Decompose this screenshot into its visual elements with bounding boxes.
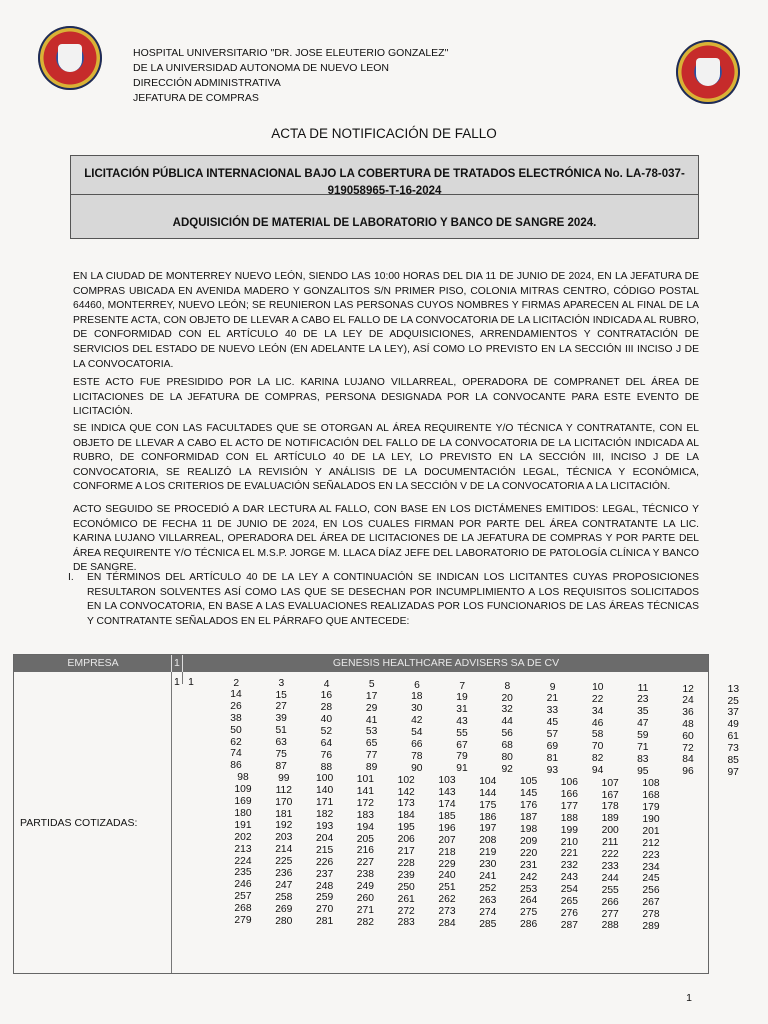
partida-number: 58	[591, 729, 604, 741]
partida-number: 247	[275, 879, 293, 891]
partida-number: 166	[560, 788, 578, 800]
partida-number: 253	[520, 883, 538, 895]
partida-number: 42	[411, 715, 423, 727]
partida-number: 103	[438, 775, 456, 787]
partida-number: 204	[316, 832, 334, 844]
partida-number: 278	[642, 909, 660, 921]
header-line: DE LA UNIVERSIDAD AUTONOMA DE NUEVO LEON	[133, 62, 389, 74]
hospital-seal-right	[676, 40, 740, 104]
partida-number: 44	[501, 716, 513, 728]
partida-number: 18	[411, 691, 423, 703]
partida-number: 85	[727, 755, 739, 766]
partida-number: 52	[320, 725, 333, 737]
partida-number: 245	[642, 873, 660, 885]
partida-number: 195	[397, 822, 415, 834]
partida-number: 3	[278, 678, 285, 690]
partida-number: 50	[230, 724, 242, 736]
partida-number: 45	[546, 716, 559, 728]
paragraph-1: EN LA CIUDAD DE MONTERREY NUEVO LEÓN, SIENDO LAS 10:00 HORAS DEL DIA 11 DE JUNIO DE 2024, EN LA JEFATURA DE COMPRAS UBICADA EN AVENIDA MADERO Y GONZALITOS S/N PRIMER PISO, COLONIA MITRAS CENTRO, CÓDIGO POSTAL 64460, MONTERREY, NUEVO LEÓN; SE REUNIERON LAS PERSONAS CUYOS NOMBRES Y FIRMAS APARECEN AL FINAL DE LA PRESENTE ACTA, CON OBJETO DE LLEVAR A CABO EL FALLO DE LA CONVOCATORIA DE LA LICITACIÓN INDICADA AL RUBRO, DE CONFORMIDAD CON EL ARTÍCULO 40 DE LA LEY DE ADQUISICIONES, ARRENDAMIENTOS Y CONTRATACIÓN DE SERVICIOS DEL ESTADO DE NUEVO LEÓN (EN ADELANTE LA LEY), ASÍ COMO LO PREVISTO EN LA SECCIÓN III INCISO J DE LA CONVOCATORIA.	[73, 271, 699, 370]
partida-number: 258	[275, 891, 293, 903]
partida-number: 261	[397, 893, 415, 905]
partida-number: 218	[438, 846, 456, 858]
partida-number: 174	[438, 799, 456, 810]
partida-number: 15	[275, 689, 287, 701]
partida-number: 268	[234, 903, 252, 915]
partida-number: 140	[316, 785, 334, 797]
partida-number: 23	[637, 694, 649, 706]
partida-number: 29	[365, 702, 378, 714]
partida-number: 88	[320, 761, 333, 773]
partida-number: 244	[601, 872, 619, 884]
partida-number: 172	[356, 797, 374, 809]
partida-number: 214	[275, 844, 293, 856]
partida-number: 69	[546, 740, 559, 752]
partida-number: 243	[560, 872, 578, 884]
partida-number: 220	[520, 847, 538, 859]
partida-number: 56	[501, 728, 513, 740]
partida-number: 70	[591, 741, 604, 753]
partida-number: 99	[278, 772, 290, 784]
partida-number: 170	[275, 796, 293, 808]
partida-number: 271	[356, 904, 374, 916]
header-line: DIRECCIÓN ADMINISTRATIVA	[133, 77, 281, 89]
partida-number: 40	[320, 713, 333, 725]
partida-number: 86	[230, 760, 242, 772]
partida-number: 95	[637, 765, 649, 777]
partida-number: 235	[234, 867, 252, 879]
partida-number: 108	[642, 778, 660, 790]
partida-number: 185	[438, 810, 456, 822]
partida-number: 2	[233, 677, 240, 689]
partida-number: 228	[397, 857, 415, 869]
partida-number: 68	[501, 740, 513, 752]
partida-number: 266	[601, 896, 619, 908]
partida-number: 145	[520, 788, 538, 800]
partida-number: 187	[520, 812, 538, 824]
partida-number: 6	[414, 680, 420, 691]
partida-number: 217	[397, 846, 415, 857]
partida-number: 143	[438, 787, 456, 799]
partida-number: 192	[275, 820, 293, 832]
partida-number: 43	[456, 715, 468, 727]
partida-number: 201	[642, 825, 660, 837]
partida-number: 80	[501, 752, 513, 763]
partida-number: 91	[456, 763, 468, 775]
partida-number: 81	[546, 752, 559, 764]
partida-number: 16	[320, 690, 333, 702]
partida-number: 36	[682, 706, 694, 718]
partida-number: 14	[230, 688, 242, 700]
partida-number: 210	[560, 836, 578, 848]
header-line: HOSPITAL UNIVERSITARIO "DR. JOSE ELEUTERIO GONZALEZ"	[133, 47, 449, 59]
partida-number: 196	[438, 822, 456, 834]
partida-number: 199	[560, 824, 578, 836]
institution-header	[133, 46, 448, 106]
partida-number: 61	[727, 731, 739, 743]
partida-number: 216	[356, 845, 374, 857]
partida-number: 32	[501, 704, 513, 716]
partida-number: 285	[479, 918, 497, 930]
partida-number: 60	[682, 730, 694, 742]
partida-number: 1	[188, 677, 194, 688]
licitacion-box	[70, 155, 699, 239]
partida-number: 283	[397, 917, 415, 929]
partida-number: 33	[546, 705, 559, 716]
partida-number: 248	[316, 880, 334, 892]
partida-number: 184	[397, 810, 415, 822]
partida-number: 186	[479, 811, 497, 823]
partida-number: 53	[365, 726, 378, 738]
partida-number: 255	[601, 884, 619, 896]
partida-number: 260	[356, 893, 374, 904]
partida-number: 77	[365, 750, 378, 762]
partida-number: 182	[316, 809, 334, 821]
box-divider	[71, 194, 698, 195]
partidas-label: PARTIDAS COTIZADAS:	[20, 817, 138, 829]
item-text: EN TÉRMINOS DEL ARTÍCULO 40 DE LA LEY A CONTINUACIÓN SE INDICAN LOS LICITANTES CUYAS PROPOSICIONES RESULTARON SOLVENTES ASÍ COMO LAS QUE SE DESECHAN POR INCUMPLIMIENTO A LOS REQUISITOS SOLICITADOS EN LA CONVOCATORIA, EN BASE A LAS EVALUACIONES REALIZADAS POR LOS FUNCIONARIOS DE LAS ÁREAS TÉCNICAS Y CONTRATANTE SEÑALADOS EN EL PÁRRAFO QUE ANTECEDE:	[87, 572, 699, 627]
partida-number: 93	[546, 764, 559, 776]
partida-number: 48	[682, 718, 694, 730]
paragraph-4: ACTO SEGUIDO SE PROCEDIÓ A DAR LECTURA AL FALLO, CON BASE EN LOS DICTÁMENES EMITIDOS: LEGAL, TÉCNICO Y ECONÓMICO DE FECHA 11 DE JUNIO DE 2024, EN LOS CUALES FIRMAN POR PARTE DEL ÁREA CONTRATANTE LA LIC. KARINA LUJANO VILLARREAL, OPERADORA DEL ÁREA DE LICITACIONES DE LA JEFATURA DE COMPRAS Y POR PARTE DEL ÁREA REQUIRENTE Y/O TÉCNICA EL M.S.P. JORGE M. LLACA DÍAZ JEFE DEL LABORATORIO DE PATOLOGÍA CLÍNICA Y BANCO DE SANGRE.	[73, 504, 699, 574]
partida-number: 215	[316, 844, 334, 856]
partida-number: 288	[601, 920, 619, 932]
partida-number: 57	[546, 728, 559, 740]
partida-number: 67	[456, 739, 468, 751]
partida-number: 55	[456, 727, 468, 739]
partida-number: 102	[397, 774, 415, 786]
partida-number: 112	[275, 784, 292, 796]
partida-number: 240	[438, 870, 456, 882]
partida-number: 262	[438, 894, 456, 906]
partida-number: 92	[501, 763, 513, 775]
partida-number: 251	[438, 882, 456, 894]
partida-number: 189	[601, 813, 619, 825]
header-number: 1	[174, 657, 180, 669]
partida-number: 109	[234, 784, 252, 796]
partida-number: 225	[275, 856, 293, 868]
partida-number: 209	[520, 835, 538, 847]
partida-number: 284	[438, 918, 456, 929]
partida-number: 226	[316, 856, 334, 868]
partida-number: 28	[320, 702, 333, 713]
partida-number: 34	[591, 705, 604, 717]
partida-number: 252	[479, 882, 497, 894]
partida-number: 221	[560, 848, 578, 860]
partida-number: 238	[356, 869, 374, 881]
partida-number: 183	[356, 809, 374, 821]
partida-number: 22	[591, 693, 604, 705]
partida-number: 270	[316, 904, 334, 916]
partida-number: 4	[323, 678, 330, 690]
partida-number: 5	[368, 679, 375, 691]
partida-number: 38	[230, 712, 242, 724]
partida-number: 41	[365, 714, 378, 726]
partida-number: 51	[275, 725, 287, 737]
partida-number: 90	[411, 762, 423, 774]
partida-number: 66	[411, 738, 423, 750]
partida-number: 98	[237, 772, 249, 784]
partida-number: 207	[438, 834, 456, 846]
partida-number: 83	[637, 753, 649, 765]
partida-number: 188	[560, 812, 578, 824]
partida-number: 100	[316, 773, 334, 785]
partida-number: 175	[479, 799, 497, 811]
partida-number: 47	[637, 718, 649, 730]
partida-number: 178	[601, 801, 619, 813]
partida-number: 250	[397, 881, 415, 893]
partida-number: 279	[234, 915, 252, 926]
partida-number: 65	[365, 738, 378, 750]
partida-number: 141	[356, 785, 374, 797]
partida-number: 84	[682, 754, 694, 766]
partida-number: 79	[456, 751, 468, 763]
partida-number: 144	[479, 787, 497, 799]
partida-number: 256	[642, 885, 660, 897]
partida-number: 8	[504, 681, 511, 693]
university-seal-left	[38, 26, 102, 90]
partida-number: 281	[316, 916, 334, 928]
partida-number: 97	[727, 766, 739, 778]
partida-number: 234	[642, 861, 660, 873]
partida-number: 30	[411, 703, 423, 715]
partida-number: 263	[479, 894, 497, 906]
partida-number: 224	[234, 855, 252, 867]
header-empresa: EMPRESA	[67, 657, 119, 669]
partida-number: 208	[479, 835, 497, 847]
partida-number: 233	[601, 860, 619, 872]
partida-number: 31	[456, 703, 468, 715]
partida-number: 25	[727, 695, 739, 707]
partida-number: 7	[459, 680, 466, 692]
partida-number: 105	[520, 776, 538, 788]
partida-number: 267	[642, 897, 660, 909]
partida-number: 259	[316, 892, 334, 904]
partida-number: 104	[479, 775, 497, 787]
partida-number: 101	[356, 774, 374, 785]
partida-number: 74	[230, 748, 242, 760]
partida-number: 212	[642, 837, 660, 849]
item-number: I.	[68, 572, 74, 583]
partida-number: 62	[230, 736, 242, 748]
partida-number: 181	[275, 808, 293, 820]
partida-number: 171	[316, 797, 334, 809]
partida-number: 287	[560, 919, 578, 931]
partida-number: 272	[397, 905, 415, 917]
partida-number: 205	[356, 833, 374, 845]
partida-number: 213	[234, 843, 252, 855]
partida-number: 89	[365, 762, 378, 774]
partida-number: 94	[591, 765, 604, 777]
partida-number: 193	[316, 821, 334, 832]
partida-number: 202	[234, 831, 252, 843]
partida-number: 257	[234, 891, 252, 903]
partida-number: 37	[727, 707, 739, 719]
partida-number: 227	[356, 857, 374, 869]
partida-number: 96	[682, 766, 694, 778]
paragraph-2: ESTE ACTO FUE PRESIDIDO POR LA LIC. KARINA LUJANO VILLARREAL, OPERADORA DE COMPRANET DEL ÁREA DE LICITACIONES DE LA JEFATURA DE COMPRAS, PERSONA DESIGNADA POR LA CONVOCANTE PARA ESTE EVENTO DE LICITACIÓN.	[73, 377, 699, 418]
partida-number: 71	[637, 741, 649, 753]
partida-number: 280	[275, 915, 293, 927]
partida-number: 190	[642, 813, 660, 825]
partida-number: 75	[275, 749, 287, 760]
partida-number: 82	[591, 753, 604, 765]
partida-number: 76	[320, 749, 333, 761]
table-header	[14, 655, 708, 672]
partida-number: 203	[275, 832, 293, 844]
partida-number: 276	[560, 907, 578, 919]
partida-number: 17	[365, 690, 378, 702]
partida-number: 206	[397, 834, 415, 846]
partida-number: 254	[560, 884, 578, 896]
partida-number: 246	[234, 879, 252, 891]
partida-number: 239	[397, 869, 415, 881]
partida-number: 231	[520, 859, 538, 871]
partida-number: 39	[275, 713, 287, 725]
partida-number: 274	[479, 906, 497, 918]
document-title: ACTA DE NOTIFICACIÓN DE FALLO	[271, 126, 497, 141]
partida-number: 26	[230, 700, 242, 712]
partida-number: 59	[637, 730, 649, 741]
partida-number: 229	[438, 858, 456, 870]
partida-number: 177	[560, 800, 578, 812]
partida-number: 169	[234, 796, 252, 807]
partida-number: 63	[275, 737, 287, 749]
partida-number: 289	[642, 921, 660, 932]
licitantes-table	[13, 654, 740, 974]
partida-number: 282	[356, 916, 374, 928]
partida-number: 230	[479, 859, 497, 871]
partida-number: 54	[411, 727, 423, 738]
partida-number: 10	[592, 682, 604, 694]
partida-number: 242	[520, 871, 538, 883]
partida-number: 200	[601, 825, 619, 837]
partida-number: 241	[479, 871, 497, 882]
partida-number: 27	[275, 701, 287, 713]
partida-number: 13	[727, 684, 740, 696]
partida-number: 168	[642, 790, 660, 802]
partida-number: 219	[479, 847, 497, 859]
row-index: 1	[174, 676, 180, 688]
partida-number: 222	[601, 849, 619, 860]
partida-number: 211	[601, 837, 619, 849]
page-number: 1	[686, 992, 692, 1004]
partida-number: 107	[601, 777, 619, 789]
partida-number: 19	[456, 691, 468, 703]
partida-number: 277	[601, 908, 619, 920]
partida-number: 194	[356, 821, 374, 833]
partida-number: 273	[438, 906, 456, 918]
partida-number: 179	[642, 802, 660, 813]
partida-number: 72	[682, 742, 694, 754]
partida-number: 176	[520, 800, 538, 812]
partida-number: 236	[275, 868, 293, 879]
paragraph-3: SE INDICA QUE CON LAS FACULTADES QUE SE OTORGAN AL ÁREA REQUIRENTE Y/O TÉCNICA Y CONTRATANTE, CON EL OBJETO DE LLEVAR A CABO EL ACTO DE NOTIFICACIÓN DEL FALLO DE LA CONVOCATORIA DE LA LICITACIÓN INDICADA AL RUBRO, DE CONFORMIDAD CON EL ARTÍCULO 40 DE LA LEY, LO PREVISTO EN LA SECCIÓN III, INCISO J DE LA CONVOCATORIA, SE REALIZÓ LA REVISIÓN Y ANÁLISIS DE LA DOCUMENTACIÓN LEGAL, TÉCNICA Y ECONÓMICA, CONFORME A LOS CRITERIOS DE EVALUACIÓN SEÑALADOS EN LA SECCIÓN V DE LA CONVOCATORIA A LA LICITACIÓN.	[73, 423, 699, 493]
partida-number: 106	[560, 777, 578, 788]
partida-number: 142	[397, 786, 415, 798]
partida-number: 198	[520, 824, 538, 835]
partida-number: 223	[642, 849, 660, 861]
partida-number: 9	[549, 681, 556, 693]
header-line: JEFATURA DE COMPRAS	[133, 92, 259, 104]
partida-number: 24	[682, 694, 694, 706]
partida-number: 64	[320, 737, 333, 749]
partida-number: 275	[520, 907, 538, 919]
partida-number: 78	[411, 750, 423, 762]
partida-number: 167	[601, 789, 619, 801]
licitacion-objeto: ADQUISICIÓN DE MATERIAL DE LABORATORIO Y BANCO DE SANGRE 2024.	[172, 217, 597, 229]
partida-number: 20	[501, 692, 513, 704]
partida-number: 232	[560, 860, 578, 872]
partida-number: 173	[397, 798, 415, 810]
partida-number: 87	[275, 760, 287, 772]
partida-number: 197	[479, 823, 497, 835]
partida-number: 35	[637, 706, 649, 718]
partida-number: 265	[560, 896, 578, 907]
licitacion-number: LICITACIÓN PÚBLICA INTERNACIONAL BAJO LA COBERTURA DE TRATADOS ELECTRÓNICA No. LA-78-037-919058965-T-16-2024	[84, 168, 685, 197]
partida-number: 191	[234, 819, 252, 831]
partida-number: 264	[520, 895, 538, 907]
partida-number: 73	[727, 743, 739, 755]
partida-number: 11	[637, 683, 649, 694]
partida-number: 269	[275, 903, 293, 915]
partida-number: 180	[234, 807, 252, 819]
partida-number: 237	[316, 868, 334, 880]
partida-number: 249	[356, 881, 374, 893]
partida-number: 49	[727, 719, 739, 731]
partida-number: 46	[591, 717, 604, 729]
partida-number: 286	[520, 919, 538, 931]
partida-number: 21	[546, 693, 559, 705]
partida-number: 12	[682, 683, 694, 695]
header-company: GENESIS HEALTHCARE ADVISERS SA DE CV	[332, 657, 560, 669]
